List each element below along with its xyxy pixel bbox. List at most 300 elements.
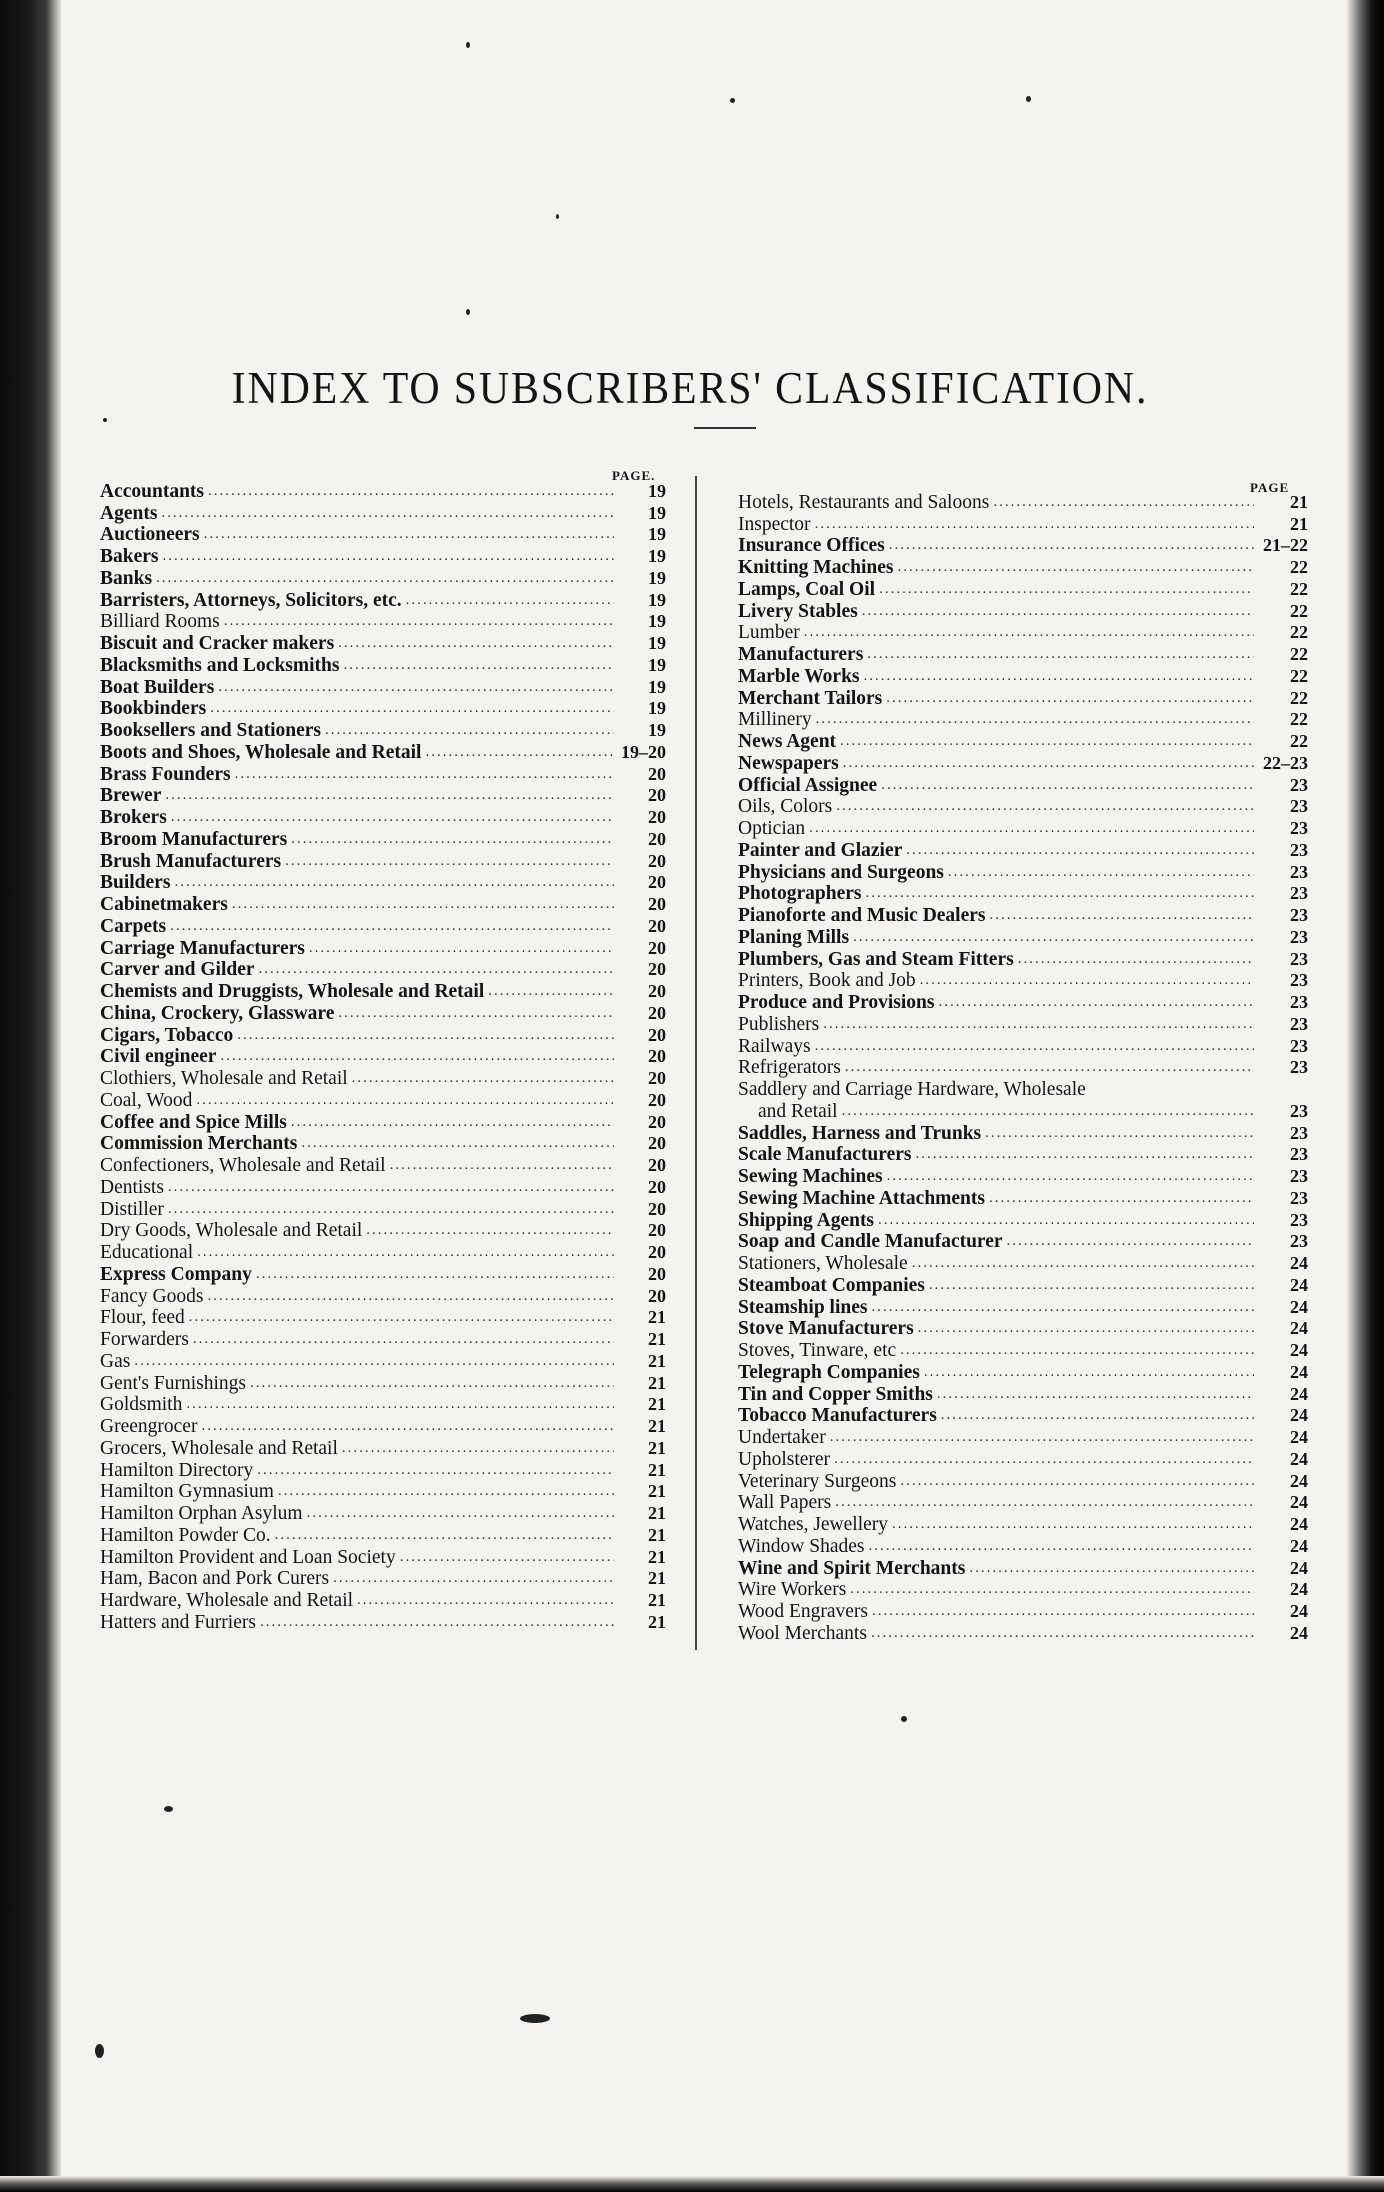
entry-page-number: 23	[1290, 1057, 1308, 1078]
entry-page-number: 21	[1290, 513, 1308, 534]
entry-page-number: 19	[648, 654, 666, 675]
index-entry	[100, 1350, 666, 1372]
dot-leader	[174, 872, 614, 893]
entry-page-number: 22	[1290, 687, 1308, 708]
entry-name: Hotels, Restaurants and Saloons	[738, 491, 990, 513]
entry-page-number: 20	[648, 1285, 666, 1306]
entry-name: Ham, Bacon and Pork Curers	[100, 1568, 330, 1590]
index-entry	[100, 1546, 666, 1568]
entry-page-number: 19	[648, 633, 666, 653]
page-right-edge	[1346, 0, 1384, 2192]
entry-name: Carriage Manufacturers	[100, 937, 305, 959]
entry-page-number: 20	[648, 1242, 666, 1262]
entry-name: Brewer	[100, 785, 162, 807]
title-rule	[694, 427, 756, 429]
dot-leader	[864, 666, 1254, 687]
index-entry	[100, 1002, 666, 1024]
entry-page-number: 20	[648, 1089, 666, 1110]
entry-name: Millinery	[738, 709, 812, 731]
entry-name: Carpets	[100, 915, 167, 937]
dot-leader	[390, 1155, 614, 1176]
dot-leader	[352, 1068, 614, 1089]
entry-page-number: 24	[1290, 1405, 1308, 1426]
index-entry	[100, 567, 666, 589]
entry-page-number: 23	[1290, 861, 1308, 882]
entry-page-number: 23	[1290, 926, 1308, 947]
index-entry	[100, 1481, 666, 1503]
entry-name: Steamship lines	[738, 1296, 868, 1318]
entry-page-number: 23	[1290, 839, 1308, 860]
entry-page-number: 19	[648, 502, 666, 523]
entry-name: Cigars, Tobacco	[100, 1024, 234, 1046]
entry-page-number: 23	[1290, 1187, 1308, 1208]
dot-leader	[343, 655, 614, 676]
entry-page-number: 20	[648, 981, 666, 1001]
dot-leader	[892, 1514, 1254, 1535]
entry-page-number: 21	[648, 1372, 666, 1393]
entry-page-number: 19	[648, 480, 666, 501]
index-entry	[738, 1209, 1308, 1231]
dot-leader	[867, 644, 1254, 665]
dot-leader	[1018, 949, 1254, 970]
entry-page-number: 23	[1290, 1231, 1308, 1252]
entry-name: Railways	[738, 1035, 811, 1057]
index-entry	[738, 513, 1308, 535]
entry-page-number: 19	[648, 567, 666, 588]
dot-leader	[840, 731, 1254, 752]
index-entry	[100, 915, 666, 937]
index-entry	[738, 904, 1308, 926]
entry-name: Newspapers	[738, 752, 839, 774]
entry-name: Wire Workers	[738, 1579, 847, 1601]
dot-leader	[836, 796, 1254, 817]
entry-page-number: 24	[1290, 1601, 1308, 1621]
entry-name: Clothiers, Wholesale and Retail	[100, 1068, 348, 1089]
dot-leader	[990, 905, 1254, 926]
entry-page-number: 23	[1290, 970, 1308, 991]
entry-page-number: 23	[1290, 1100, 1308, 1121]
index-entry	[100, 1241, 666, 1263]
dot-leader	[259, 959, 614, 980]
entry-page-number: 22	[1290, 622, 1308, 643]
index-entry	[738, 817, 1308, 839]
index-entry	[100, 502, 666, 524]
entry-page-number: 22	[1290, 644, 1308, 664]
dot-leader	[937, 1384, 1254, 1405]
dot-leader	[208, 481, 614, 502]
dot-leader	[843, 753, 1254, 774]
entry-name: Banks	[100, 567, 153, 589]
index-entry	[738, 1318, 1308, 1340]
dot-leader	[189, 1307, 614, 1328]
index-entry	[738, 665, 1308, 687]
entry-page-number: 20	[648, 1133, 666, 1154]
entry-name: Soap and Candle Manufacturer	[738, 1231, 1003, 1253]
entry-name: Dentists	[100, 1176, 164, 1198]
entry-page-number: 22	[1290, 600, 1308, 621]
entry-name: Brass Founders	[100, 763, 231, 785]
index-entry	[100, 480, 666, 502]
ink-speck	[103, 418, 107, 422]
entry-name: Stoves, Tinware, etc	[738, 1340, 897, 1361]
entry-page-number: 24	[1290, 1514, 1308, 1534]
entry-page-number: 23	[1290, 818, 1308, 838]
index-entry	[100, 1154, 666, 1176]
dot-leader	[220, 1046, 614, 1067]
dot-leader	[872, 1601, 1254, 1622]
dot-leader	[815, 1036, 1254, 1057]
dot-leader	[869, 1536, 1255, 1557]
ink-speck	[95, 2044, 104, 2058]
index-entry	[100, 1198, 666, 1220]
entry-name: Saddlery and Carriage Hardware, Wholesale	[738, 1079, 1086, 1100]
entry-name: News Agent	[738, 731, 837, 752]
index-entry	[738, 1187, 1308, 1209]
entry-name: Wool Merchants	[738, 1622, 867, 1644]
entry-page-number: 20	[648, 1198, 666, 1219]
dot-leader	[900, 1471, 1254, 1492]
dot-leader	[224, 611, 614, 632]
index-entry	[100, 1437, 666, 1459]
entry-name: Wall Papers	[738, 1492, 832, 1514]
dot-leader	[250, 1373, 614, 1394]
entry-name: Hamilton Provident and Loan Society	[100, 1546, 396, 1568]
dot-leader	[941, 1405, 1254, 1426]
entry-page-number: 20	[648, 1046, 666, 1067]
entry-page-number: 20	[648, 1220, 666, 1241]
index-entry	[738, 796, 1308, 818]
dot-leader	[197, 1242, 614, 1263]
entry-name: Carver and Gilder	[100, 959, 255, 981]
index-entry	[738, 578, 1308, 600]
entry-name: Livery Stables	[738, 600, 858, 622]
entry-name: Window Shades	[738, 1535, 865, 1557]
ink-speck	[164, 1806, 173, 1812]
entry-name: Dry Goods, Wholesale and Retail	[100, 1220, 363, 1242]
index-entry	[738, 1448, 1308, 1470]
entry-page-number: 23	[1290, 905, 1308, 925]
dot-leader	[325, 720, 614, 741]
entry-page-number: 23	[1290, 1122, 1308, 1143]
dot-leader	[275, 1525, 614, 1546]
entry-name: Coal, Wood	[100, 1089, 193, 1111]
index-entry	[100, 850, 666, 872]
dot-leader	[881, 775, 1254, 796]
dot-leader	[912, 1253, 1254, 1274]
index-entry	[738, 839, 1308, 861]
entry-name: Insurance Offices	[738, 535, 885, 557]
index-entry	[738, 1492, 1308, 1514]
entry-page-number: 23	[1290, 1209, 1308, 1230]
index-entry	[738, 730, 1308, 752]
index-entry	[100, 1415, 666, 1437]
entry-page-number: 21	[648, 1611, 666, 1632]
entry-page-number: 20	[648, 872, 666, 893]
index-entry	[100, 872, 666, 894]
entry-name: Auctioneers	[100, 524, 200, 546]
entry-page-number: 21	[648, 1437, 666, 1458]
entry-page-number: 24	[1290, 1470, 1308, 1491]
entry-page-number: 20	[648, 959, 666, 980]
ink-speck	[730, 98, 735, 103]
dot-leader	[842, 1101, 1254, 1122]
entry-page-number: 21	[648, 1394, 666, 1415]
index-entry	[100, 1133, 666, 1155]
entry-page-number: 22	[1290, 709, 1308, 730]
entry-page-number: 21	[648, 1329, 666, 1349]
entry-page-number: 22	[1290, 665, 1308, 686]
dot-leader	[887, 1166, 1254, 1187]
entry-page-number: 21	[1290, 491, 1308, 512]
index-entry	[100, 1502, 666, 1524]
entry-name: Inspector	[738, 513, 811, 535]
index-entry	[738, 1579, 1308, 1601]
entry-page-number: 21	[648, 1307, 666, 1328]
entry-page-number: 24	[1290, 1492, 1308, 1513]
entry-name: Barristers, Attorneys, Solicitors, etc.	[100, 589, 402, 611]
index-entry	[738, 1600, 1308, 1622]
entry-page-number: 21	[648, 1459, 666, 1480]
entry-name: Veterinary Surgeons	[738, 1470, 897, 1492]
dot-leader	[900, 1340, 1254, 1361]
index-entry	[738, 1622, 1308, 1644]
entry-name: Lamps, Coal Oil	[738, 578, 876, 600]
index-entry	[738, 774, 1308, 796]
dot-leader	[278, 1481, 614, 1502]
entry-name: Confectioners, Wholesale and Retail	[100, 1155, 386, 1176]
dot-leader	[425, 742, 614, 763]
entry-name: Manufacturers	[738, 644, 864, 665]
dot-leader	[342, 1438, 614, 1459]
index-entry	[738, 556, 1308, 578]
index-entry	[100, 959, 666, 981]
entry-page-number: 20	[648, 763, 666, 784]
entry-name: Telegraph Companies	[738, 1361, 920, 1383]
index-entry	[738, 1383, 1308, 1405]
entry-name: Merchant Tailors	[738, 687, 883, 709]
entry-page-number: 23	[1290, 948, 1308, 969]
entry-page-number: 21	[648, 1546, 666, 1567]
entry-name: Grocers, Wholesale and Retail	[100, 1437, 338, 1459]
index-entry	[100, 698, 666, 720]
entry-page-number: 21	[648, 1503, 666, 1523]
right-page-heading: PAGE	[1250, 480, 1290, 495]
entry-name: Accountants	[100, 480, 205, 502]
dot-leader	[285, 851, 614, 872]
index-entry	[100, 1394, 666, 1416]
index-entry	[100, 893, 666, 915]
dot-leader	[924, 1362, 1254, 1383]
index-entry	[738, 1231, 1308, 1253]
dot-leader	[301, 1133, 614, 1154]
dot-leader	[906, 840, 1254, 861]
dot-leader	[193, 1329, 614, 1350]
entry-page-number: 22	[1290, 557, 1308, 577]
entry-name: Bakers	[100, 546, 159, 567]
entry-page-number: 23	[1290, 883, 1308, 904]
index-entry	[738, 1339, 1308, 1361]
entry-name: Commission Merchants	[100, 1133, 298, 1155]
entry-name: Sewing Machine Attachments	[738, 1187, 985, 1209]
index-entry	[738, 600, 1308, 622]
index-entry	[738, 1078, 1308, 1100]
dot-leader	[889, 535, 1254, 556]
dot-leader	[406, 590, 614, 611]
dot-leader	[850, 1579, 1254, 1600]
dot-leader	[204, 524, 614, 545]
entry-name: Cabinetmakers	[100, 894, 228, 915]
entry-name: Scale Manufacturers	[738, 1144, 912, 1166]
entry-page-number: 21	[648, 1481, 666, 1502]
dot-leader	[235, 764, 614, 785]
index-entry	[738, 991, 1308, 1013]
dot-leader	[207, 1286, 614, 1307]
entry-name: Publishers	[738, 1013, 820, 1035]
dot-leader	[823, 1014, 1254, 1035]
entry-name: Chemists and Druggists, Wholesale and Retail	[100, 981, 485, 1002]
index-entry	[100, 937, 666, 959]
entry-name: China, Crockery, Glassware	[100, 1002, 335, 1024]
dot-leader	[307, 1503, 614, 1524]
entry-page-number: 24	[1290, 1318, 1308, 1339]
index-entry	[100, 589, 666, 611]
index-entry	[738, 1361, 1308, 1383]
entry-name: Wood Engravers	[738, 1601, 869, 1622]
dot-leader	[232, 894, 614, 915]
dot-leader	[171, 807, 614, 828]
entry-name: Goldsmith	[100, 1394, 183, 1416]
entry-name: Greengrocer	[100, 1416, 198, 1437]
index-entry	[100, 545, 666, 567]
entry-page-number: 20	[648, 894, 666, 914]
entry-name: Stationers, Wholesale	[738, 1253, 908, 1274]
entry-page-number: 23	[1290, 1166, 1308, 1186]
dot-leader	[871, 1623, 1254, 1644]
entry-name: Plumbers, Gas and Steam Fitters	[738, 948, 1014, 970]
entry-page-number: 24	[1290, 1340, 1308, 1360]
entry-name: Fancy Goods	[100, 1285, 204, 1307]
index-entry	[738, 535, 1308, 557]
dot-leader	[897, 557, 1254, 578]
dot-leader	[862, 601, 1254, 622]
index-entry	[738, 1557, 1308, 1579]
entry-name: Physicians and Surgeons	[738, 861, 944, 883]
dot-leader	[196, 1090, 614, 1111]
entry-page-number: 19	[648, 676, 666, 697]
entry-page-number: 24	[1290, 1557, 1308, 1578]
index-entry	[100, 1459, 666, 1481]
entry-page-number: 20	[648, 1263, 666, 1284]
entry-page-number: 23	[1290, 992, 1308, 1012]
entry-name: Forwarders	[100, 1329, 189, 1350]
index-entry	[100, 1372, 666, 1394]
entry-name: Refrigerators	[738, 1057, 841, 1079]
right-index-column	[738, 491, 1308, 1644]
index-entry	[738, 1013, 1308, 1035]
dot-leader	[845, 1057, 1254, 1078]
dot-leader	[886, 688, 1254, 709]
index-entry	[100, 763, 666, 785]
index-entry	[100, 1307, 666, 1329]
dot-leader	[809, 818, 1254, 839]
entry-page-number: 22	[1290, 731, 1308, 751]
entry-page-number: 24	[1290, 1622, 1308, 1643]
dot-leader	[260, 1612, 614, 1633]
index-entry	[738, 948, 1308, 970]
index-entry	[738, 643, 1308, 665]
entry-page-number: 21	[648, 1416, 666, 1436]
entry-name: Painter and Glazier	[738, 839, 903, 861]
entry-page-number: 20	[648, 850, 666, 871]
dot-leader	[237, 1025, 614, 1046]
dot-leader	[161, 503, 614, 524]
index-entry	[738, 491, 1308, 513]
entry-name: Hamilton Orphan Asylum	[100, 1503, 303, 1524]
index-entry	[738, 1535, 1308, 1557]
entry-page-number: 19	[648, 589, 666, 610]
entry-page-number: 24	[1290, 1383, 1308, 1404]
entry-page-number: 21–22	[1263, 535, 1308, 556]
index-entry	[100, 524, 666, 546]
dot-leader	[871, 1297, 1254, 1318]
dot-leader	[309, 938, 614, 959]
left-index-column	[100, 480, 666, 1633]
dot-leader	[938, 992, 1254, 1013]
dot-leader	[165, 785, 614, 806]
entry-name: Gent's Furnishings	[100, 1372, 246, 1394]
entry-name: Planing Mills	[738, 926, 850, 948]
dot-leader	[878, 1210, 1254, 1231]
entry-page-number: 20	[648, 1002, 666, 1023]
entry-page-number: 23	[1290, 1035, 1308, 1056]
entry-name: Hamilton Powder Co.	[100, 1524, 271, 1546]
index-entry	[738, 1252, 1308, 1274]
index-entry	[738, 970, 1308, 992]
index-entry	[100, 785, 666, 807]
entry-name: Pianoforte and Music Dealers	[738, 905, 986, 926]
entry-page-number: 23	[1290, 796, 1308, 817]
index-entry	[100, 632, 666, 654]
entry-name: Brokers	[100, 807, 167, 828]
ink-speck	[520, 2014, 550, 2023]
entry-page-number: 21	[648, 1524, 666, 1545]
entry-name: Stove Manufacturers	[738, 1318, 914, 1340]
page-title: INDEX TO SUBSCRIBERS' CLASSIFICATION.	[231, 363, 1149, 414]
entry-name: Bookbinders	[100, 698, 207, 720]
index-entry	[100, 1024, 666, 1046]
entry-name: Brush Manufacturers	[100, 850, 282, 872]
index-entry	[100, 1568, 666, 1590]
entry-page-number: 24	[1290, 1535, 1308, 1556]
index-entry	[100, 1067, 666, 1089]
entry-page-number: 20	[648, 1111, 666, 1132]
entry-page-number: 19	[648, 698, 666, 719]
dot-leader	[830, 1427, 1254, 1448]
entry-name: Knitting Machines	[738, 557, 894, 578]
index-entry	[100, 980, 666, 1002]
index-entry	[738, 1274, 1308, 1296]
dot-leader	[985, 1123, 1254, 1144]
entry-name: Distiller	[100, 1198, 164, 1220]
dot-leader	[1007, 1231, 1254, 1252]
dot-leader	[915, 1144, 1254, 1165]
entry-page-number: 23	[1290, 1144, 1308, 1165]
entry-name: Optician	[738, 818, 806, 839]
entry-name: Blacksmiths and Locksmiths	[100, 654, 340, 676]
entry-page-number: 24	[1290, 1361, 1308, 1382]
index-entry	[738, 883, 1308, 905]
dot-leader	[948, 862, 1254, 883]
